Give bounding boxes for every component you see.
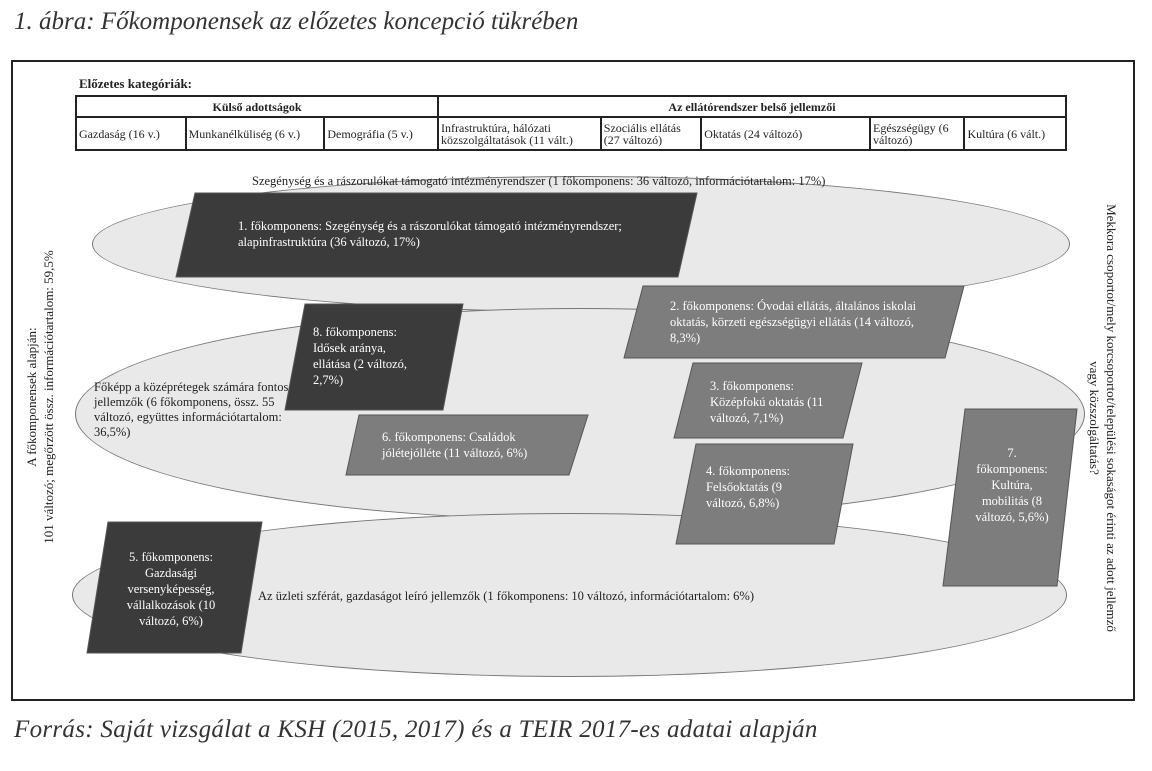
category-cell: Munkanélküliség (6 v.)	[186, 117, 325, 150]
side-label-right-line1: Mekkora csoportot/mely korcsoportot/települési sokaságot érinti az adott jellemző	[1104, 204, 1119, 632]
side-label-left-line2: 101 változó; megőrzött össz. információtartalom: 59,5%	[41, 250, 56, 544]
category-cell: Oktatás (24 változó)	[701, 117, 870, 150]
figure-title: 1. ábra: Főkomponensek az előzetes koncepció tükrében	[14, 8, 579, 35]
component-text-fk4: 4. főkomponens: Felsőoktatás (9 változó, 6,8%)	[706, 464, 791, 510]
side-label-right	[1086, 168, 1120, 668]
group-label-middle: Főképp a középrétegek számára fontos jellemzők (6 főkomponens, össz. 55 változó, együttes információtartalom: 36,5%)	[94, 380, 289, 439]
figure-source: Forrás: Saját vizsgálat a KSH (2015, 2017) és a TEIR 2017-es adatai alapján	[14, 716, 818, 743]
component-text-fk7: 7. főkomponens: Kultúra, mobilitás (8 változó, 5,6%)	[975, 446, 1049, 524]
component-text-fk8: 8. főkomponens: Idősek aránya, ellátása (2 változó, 2,7%)	[313, 325, 408, 387]
group-label-top: Szegénység és a rászorulókat támogató intézményrendszer (1 főkomponens: 36 változó, információtartalom: 17%)	[252, 174, 826, 188]
side-label-left-line1: A főkomponensek alapján:	[24, 327, 39, 467]
side-label-left	[23, 217, 57, 577]
component-text-fk1: 1. főkomponens: Szegénység és a rászorulókat támogató intézményrendszer; alapinfrastruktúra (36 változó, 17%)	[238, 219, 622, 249]
category-cell: Szociális ellátás (27 változó)	[601, 117, 701, 150]
group-header-external: Külső adottságok	[76, 96, 438, 117]
group-label-bottom: Az üzleti szférát, gazdaságot leíró jellemzők (1 főkomponens: 10 változó, információtartalom: 6%)	[258, 589, 755, 603]
component-text-fk2: 2. főkomponens: Óvodai ellátás, általános iskolai oktatás, körzeti egészségügyi ellátás (14 változó, 8,3%)	[670, 299, 917, 345]
side-label-right-line2: vagy közszolgáltatás?	[1087, 361, 1102, 475]
category-cell: Kultúra (6 vált.)	[964, 117, 1066, 150]
component-text-fk3: 3. főkomponens: Középfokú oktatás (11 változó, 7,1%)	[710, 379, 824, 425]
component-text-fk6: 6. főkomponens: Családok jólétejólléte (11 változó, 6%)	[382, 430, 528, 460]
component-text-fk5: 5. főkomponens: Gazdasági versenyképesség, vállalkozások (10 változó, 6%)	[126, 550, 216, 628]
category-cell: Infrastruktúra, hálózati közszolgáltatások (11 vált.)	[438, 117, 601, 150]
category-cell: Demográfia (5 v.)	[324, 117, 438, 150]
category-cell: Gazdaság (16 v.)	[76, 117, 186, 150]
group-header-internal: Az ellátórendszer belső jellemzői	[438, 96, 1066, 117]
category-cell: Egészségügy (6 változó)	[870, 117, 964, 150]
categories-label: Előzetes kategóriák:	[79, 76, 193, 91]
